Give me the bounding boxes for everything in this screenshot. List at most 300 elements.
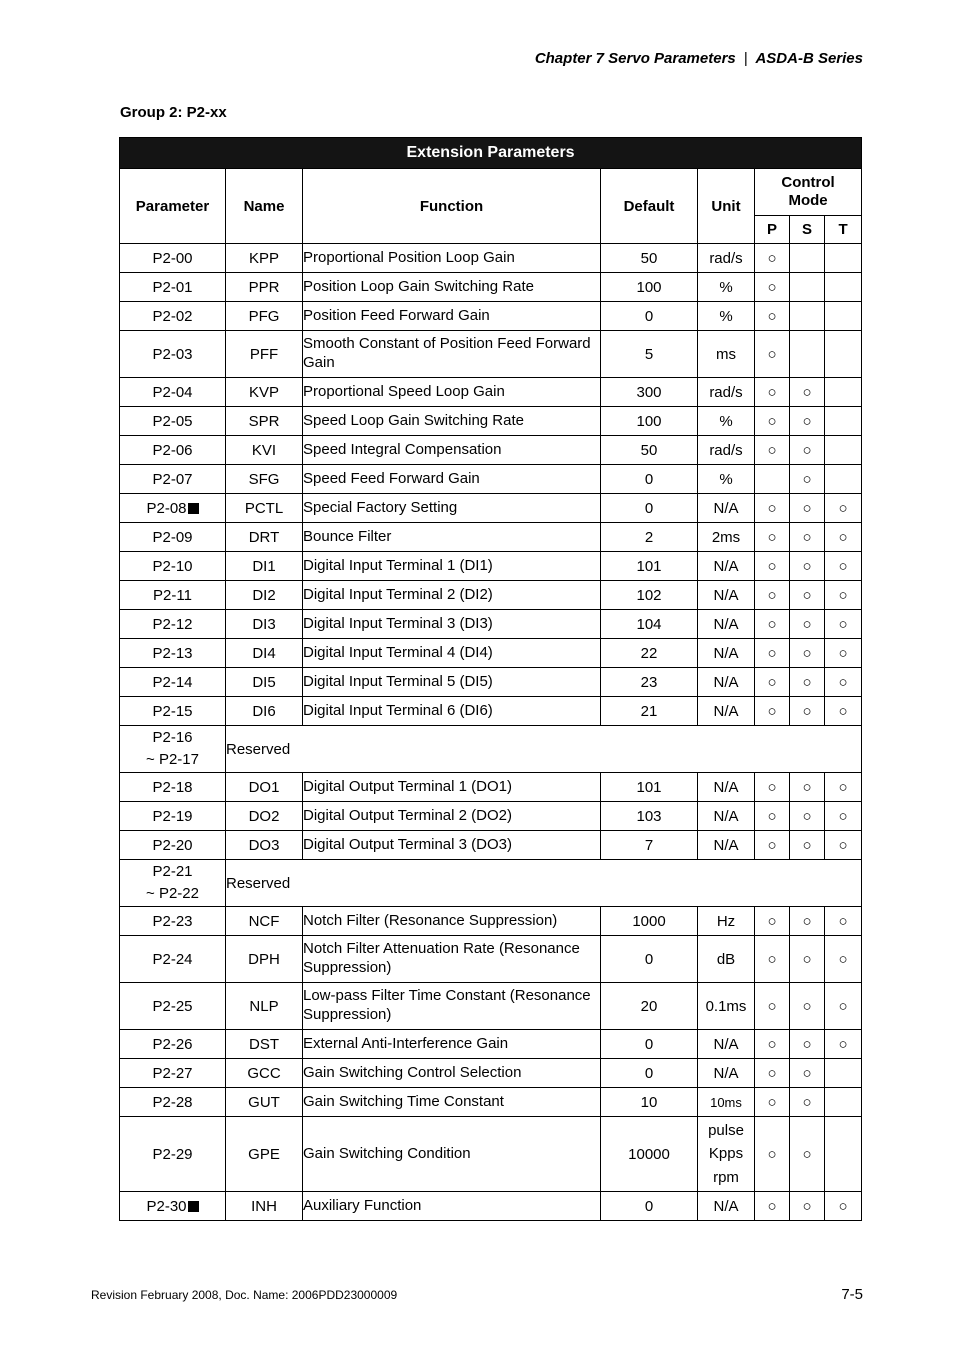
name-cell: DI2 — [226, 581, 303, 610]
param-cell — [120, 831, 226, 860]
name-cell: GCC — [226, 1059, 303, 1088]
function-cell: Gain Switching Control Selection — [303, 1059, 601, 1088]
col-function: Function — [303, 169, 601, 244]
mode-t-cell: ○ — [825, 773, 862, 802]
mode-t-cell: ○ — [825, 936, 862, 983]
mode-t-cell: ○ — [825, 581, 862, 610]
name-cell: DRT — [226, 523, 303, 552]
param-cell — [120, 668, 226, 697]
param-code: P2-30 — [146, 1197, 187, 1215]
name-cell: DI6 — [226, 697, 303, 726]
mode-p-cell: ○ — [755, 1030, 790, 1059]
table-row — [120, 668, 862, 697]
mode-t-cell: ○ — [825, 907, 862, 936]
table-row — [120, 610, 862, 639]
table-row — [120, 802, 862, 831]
col-control-mode: Control Mode — [755, 169, 862, 216]
table-row — [120, 494, 862, 523]
mode-t-cell: ○ — [825, 668, 862, 697]
param-code: P2-01 — [152, 278, 193, 296]
col-p: P — [755, 216, 790, 244]
mode-t-cell: ○ — [825, 639, 862, 668]
function-cell: Special Factory Setting — [303, 494, 601, 523]
default-cell: 0 — [601, 494, 698, 523]
unit-cell: % — [698, 273, 755, 302]
unit-cell: N/A — [698, 1059, 755, 1088]
default-cell: 10000 — [601, 1117, 698, 1192]
param-cell — [120, 1117, 226, 1192]
mode-s-cell: ○ — [790, 1117, 825, 1192]
param-code: P2-28 — [152, 1093, 193, 1111]
param-cell — [120, 1192, 226, 1221]
unit-cell: 2ms — [698, 523, 755, 552]
write-protect-square-icon — [188, 1201, 199, 1212]
mode-p-cell: ○ — [755, 907, 790, 936]
mode-s-cell: ○ — [790, 802, 825, 831]
mode-t-cell — [825, 378, 862, 407]
function-cell: Auxiliary Function — [303, 1192, 601, 1221]
param-cell — [120, 436, 226, 465]
table-row — [120, 465, 862, 494]
unit-cell: N/A — [698, 668, 755, 697]
unit-cell: rad/s — [698, 436, 755, 465]
mode-p-cell: ○ — [755, 802, 790, 831]
mode-p-cell: ○ — [755, 378, 790, 407]
name-cell: SFG — [226, 465, 303, 494]
mode-s-cell: ○ — [790, 1088, 825, 1117]
default-cell: 101 — [601, 773, 698, 802]
table-row — [120, 1059, 862, 1088]
mode-t-cell — [825, 273, 862, 302]
write-protect-square-icon — [188, 503, 199, 514]
default-cell: 23 — [601, 668, 698, 697]
table-row — [120, 407, 862, 436]
mode-p-cell: ○ — [755, 273, 790, 302]
param-cell — [120, 1088, 226, 1117]
function-cell: Notch Filter Attenuation Rate (Resonance Suppression) — [303, 936, 601, 983]
mode-s-cell — [790, 244, 825, 273]
mode-t-cell — [825, 407, 862, 436]
param-cell — [120, 860, 226, 907]
mode-t-cell — [825, 1117, 862, 1192]
mode-s-cell: ○ — [790, 773, 825, 802]
default-cell: 103 — [601, 802, 698, 831]
default-cell: 1000 — [601, 907, 698, 936]
function-cell: Digital Input Terminal 5 (DI5) — [303, 668, 601, 697]
mode-s-cell: ○ — [790, 610, 825, 639]
mode-p-cell: ○ — [755, 1117, 790, 1192]
param-code: P2-00 — [152, 249, 193, 267]
unit-line: pulse — [708, 1122, 744, 1140]
param-cell — [120, 302, 226, 331]
default-cell: 100 — [601, 407, 698, 436]
mode-p-cell: ○ — [755, 436, 790, 465]
default-cell: 20 — [601, 983, 698, 1030]
default-cell: 2 — [601, 523, 698, 552]
unit-cell: N/A — [698, 552, 755, 581]
table-title: Extension Parameters — [120, 138, 862, 169]
name-cell: PPR — [226, 273, 303, 302]
param-code: P2-27 — [152, 1064, 193, 1082]
mode-t-cell — [825, 1088, 862, 1117]
unit-cell: N/A — [698, 1030, 755, 1059]
param-cell — [120, 244, 226, 273]
default-cell: 0 — [601, 465, 698, 494]
function-cell: Digital Input Terminal 6 (DI6) — [303, 697, 601, 726]
mode-t-cell — [825, 436, 862, 465]
name-cell: INH — [226, 1192, 303, 1221]
function-cell: Smooth Constant of Position Feed Forward Gain — [303, 331, 601, 378]
default-cell: 5 — [601, 331, 698, 378]
unit-cell: N/A — [698, 639, 755, 668]
mode-t-cell: ○ — [825, 523, 862, 552]
unit-cell: rad/s — [698, 378, 755, 407]
table-row — [120, 726, 862, 773]
mode-p-cell: ○ — [755, 773, 790, 802]
table-row — [120, 936, 862, 983]
table-row — [120, 773, 862, 802]
mode-t-cell — [825, 465, 862, 494]
function-cell: Digital Input Terminal 2 (DI2) — [303, 581, 601, 610]
param-code: P2-14 — [152, 673, 193, 691]
table-row — [120, 1030, 862, 1059]
function-cell: Gain Switching Time Constant — [303, 1088, 601, 1117]
param-code: P2-08 — [146, 499, 187, 517]
table-row — [120, 436, 862, 465]
function-cell: Bounce Filter — [303, 523, 601, 552]
name-cell: DO3 — [226, 831, 303, 860]
param-cell — [120, 639, 226, 668]
mode-s-cell: ○ — [790, 552, 825, 581]
unit-cell: N/A — [698, 697, 755, 726]
mode-s-cell: ○ — [790, 581, 825, 610]
table-row — [120, 523, 862, 552]
mode-s-cell: ○ — [790, 831, 825, 860]
default-cell: 0 — [601, 936, 698, 983]
name-cell: DI3 — [226, 610, 303, 639]
default-cell: 0 — [601, 1059, 698, 1088]
unit-line: Kpps — [708, 1145, 744, 1163]
function-cell: Proportional Speed Loop Gain — [303, 378, 601, 407]
mode-s-cell: ○ — [790, 668, 825, 697]
mode-p-cell: ○ — [755, 1059, 790, 1088]
name-cell: DI5 — [226, 668, 303, 697]
mode-t-cell: ○ — [825, 494, 862, 523]
table-row — [120, 697, 862, 726]
function-cell: Low-pass Filter Time Constant (Resonance Suppression) — [303, 983, 601, 1030]
mode-s-cell: ○ — [790, 1030, 825, 1059]
param-cell — [120, 697, 226, 726]
param-cell — [120, 378, 226, 407]
function-cell: Speed Feed Forward Gain — [303, 465, 601, 494]
param-code: P2-23 — [152, 912, 193, 930]
function-cell: Digital Output Terminal 2 (DO2) — [303, 802, 601, 831]
col-default: Default — [601, 169, 698, 244]
mode-t-cell — [825, 331, 862, 378]
param-code: P2-15 — [152, 702, 193, 720]
table-row — [120, 581, 862, 610]
param-cell — [120, 494, 226, 523]
unit-cell: N/A — [698, 773, 755, 802]
mode-s-cell: ○ — [790, 407, 825, 436]
name-cell: KVI — [226, 436, 303, 465]
default-cell: 0 — [601, 1192, 698, 1221]
mode-t-cell: ○ — [825, 831, 862, 860]
function-cell: Proportional Position Loop Gain — [303, 244, 601, 273]
mode-p-cell: ○ — [755, 552, 790, 581]
mode-s-cell: ○ — [790, 907, 825, 936]
mode-p-cell: ○ — [755, 831, 790, 860]
param-cell — [120, 552, 226, 581]
mode-p-cell — [755, 465, 790, 494]
mode-p-cell: ○ — [755, 331, 790, 378]
param-code: P2-20 — [152, 836, 193, 854]
param-range-end: ~ P2-22 — [146, 885, 199, 902]
param-cell — [120, 407, 226, 436]
param-cell — [120, 936, 226, 983]
default-cell: 101 — [601, 552, 698, 581]
mode-s-cell: ○ — [790, 378, 825, 407]
mode-p-cell: ○ — [755, 1088, 790, 1117]
param-code: P2-04 — [152, 383, 193, 401]
unit-cell: N/A — [698, 581, 755, 610]
param-cell — [120, 581, 226, 610]
mode-t-cell: ○ — [825, 610, 862, 639]
col-s: S — [790, 216, 825, 244]
group-title: Group 2: P2-xx — [120, 104, 227, 121]
mode-s-cell: ○ — [790, 436, 825, 465]
unit-cell: N/A — [698, 610, 755, 639]
function-cell: Digital Input Terminal 4 (DI4) — [303, 639, 601, 668]
unit-cell: N/A — [698, 494, 755, 523]
unit-line: rpm — [713, 1168, 739, 1186]
param-code: P2-06 — [152, 441, 193, 459]
unit-cell: rad/s — [698, 244, 755, 273]
unit-cell: N/A — [698, 802, 755, 831]
param-range-end: ~ P2-17 — [146, 751, 199, 768]
function-cell: Notch Filter (Resonance Suppression) — [303, 907, 601, 936]
param-code: P2-12 — [152, 615, 193, 633]
mode-p-cell: ○ — [755, 639, 790, 668]
table-row — [120, 983, 862, 1030]
mode-s-cell: ○ — [790, 936, 825, 983]
unit-cell: Hz — [698, 907, 755, 936]
mode-s-cell — [790, 273, 825, 302]
function-cell: Digital Input Terminal 1 (DI1) — [303, 552, 601, 581]
col-parameter: Parameter — [120, 169, 226, 244]
param-range-start: P2-16 — [152, 729, 193, 747]
mode-t-cell: ○ — [825, 1030, 862, 1059]
unit-cell: ms — [698, 331, 755, 378]
name-cell: DI4 — [226, 639, 303, 668]
page-number: 7-5 — [841, 1286, 863, 1303]
name-cell: DPH — [226, 936, 303, 983]
function-cell: Position Feed Forward Gain — [303, 302, 601, 331]
table-row — [120, 331, 862, 378]
mode-s-cell: ○ — [790, 983, 825, 1030]
param-code: P2-25 — [152, 997, 193, 1015]
table-row — [120, 244, 862, 273]
mode-t-cell — [825, 244, 862, 273]
param-cell — [120, 1030, 226, 1059]
default-cell: 300 — [601, 378, 698, 407]
param-cell — [120, 523, 226, 552]
param-cell — [120, 1059, 226, 1088]
unit-cell — [698, 1117, 755, 1192]
param-cell — [120, 610, 226, 639]
param-cell — [120, 983, 226, 1030]
col-t: T — [825, 216, 862, 244]
mode-p-cell: ○ — [755, 581, 790, 610]
default-cell: 50 — [601, 244, 698, 273]
unit-cell: % — [698, 465, 755, 494]
unit-cell: N/A — [698, 1192, 755, 1221]
col-unit: Unit — [698, 169, 755, 244]
mode-s-cell: ○ — [790, 494, 825, 523]
mode-s-cell: ○ — [790, 523, 825, 552]
name-cell: GPE — [226, 1117, 303, 1192]
table-body — [120, 244, 862, 1221]
name-cell: KVP — [226, 378, 303, 407]
name-cell: DO1 — [226, 773, 303, 802]
mode-p-cell: ○ — [755, 1192, 790, 1221]
mode-s-cell: ○ — [790, 465, 825, 494]
param-code: P2-13 — [152, 644, 193, 662]
table-row — [120, 860, 862, 907]
name-cell: GUT — [226, 1088, 303, 1117]
table-row — [120, 1117, 862, 1192]
param-cell — [120, 273, 226, 302]
reserved-cell: Reserved — [226, 726, 862, 773]
mode-t-cell: ○ — [825, 697, 862, 726]
mode-p-cell: ○ — [755, 407, 790, 436]
default-cell: 21 — [601, 697, 698, 726]
function-cell: Digital Output Terminal 3 (DO3) — [303, 831, 601, 860]
function-cell: Speed Integral Compensation — [303, 436, 601, 465]
header-separator: | — [743, 50, 748, 67]
mode-s-cell: ○ — [790, 639, 825, 668]
table-row — [120, 639, 862, 668]
unit-cell: dB — [698, 936, 755, 983]
param-code: P2-26 — [152, 1035, 193, 1053]
unit-cell: 0.1ms — [698, 983, 755, 1030]
function-cell: External Anti-Interference Gain — [303, 1030, 601, 1059]
param-code: P2-18 — [152, 778, 193, 796]
param-code: P2-24 — [152, 950, 193, 968]
default-cell: 7 — [601, 831, 698, 860]
reserved-cell: Reserved — [226, 860, 862, 907]
param-cell — [120, 773, 226, 802]
default-cell: 0 — [601, 1030, 698, 1059]
table-row — [120, 831, 862, 860]
mode-t-cell: ○ — [825, 983, 862, 1030]
name-cell: KPP — [226, 244, 303, 273]
name-cell: DO2 — [226, 802, 303, 831]
param-code: P2-10 — [152, 557, 193, 575]
col-name: Name — [226, 169, 303, 244]
mode-p-cell: ○ — [755, 610, 790, 639]
mode-p-cell: ○ — [755, 936, 790, 983]
name-cell: DST — [226, 1030, 303, 1059]
mode-p-cell: ○ — [755, 668, 790, 697]
table-row — [120, 273, 862, 302]
table-row — [120, 378, 862, 407]
param-cell — [120, 907, 226, 936]
param-cell — [120, 331, 226, 378]
mode-s-cell: ○ — [790, 1059, 825, 1088]
function-cell: Digital Output Terminal 1 (DO1) — [303, 773, 601, 802]
name-cell: DI1 — [226, 552, 303, 581]
param-code: P2-11 — [153, 586, 192, 604]
mode-t-cell: ○ — [825, 1192, 862, 1221]
mode-s-cell: ○ — [790, 1192, 825, 1221]
function-cell: Gain Switching Condition — [303, 1117, 601, 1192]
function-cell: Speed Loop Gain Switching Rate — [303, 407, 601, 436]
footer-revision: Revision February 2008, Doc. Name: 2006PDD23000009 — [91, 1288, 398, 1302]
default-cell: 104 — [601, 610, 698, 639]
param-range-start: P2-21 — [152, 863, 193, 881]
name-cell: PFF — [226, 331, 303, 378]
name-cell: NLP — [226, 983, 303, 1030]
default-cell: 50 — [601, 436, 698, 465]
mode-p-cell: ○ — [755, 302, 790, 331]
mode-p-cell: ○ — [755, 983, 790, 1030]
default-cell: 102 — [601, 581, 698, 610]
unit-cell: % — [698, 302, 755, 331]
param-cell — [120, 802, 226, 831]
param-code: P2-07 — [152, 470, 193, 488]
series-title: ASDA-B Series — [755, 50, 863, 67]
unit-cell: N/A — [698, 831, 755, 860]
name-cell: PCTL — [226, 494, 303, 523]
param-code: P2-02 — [152, 307, 193, 325]
default-cell: 0 — [601, 302, 698, 331]
mode-t-cell: ○ — [825, 552, 862, 581]
function-cell: Position Loop Gain Switching Rate — [303, 273, 601, 302]
unit-cell: 10ms — [698, 1088, 755, 1117]
mode-s-cell: ○ — [790, 697, 825, 726]
table-row — [120, 907, 862, 936]
param-cell — [120, 726, 226, 773]
default-cell: 10 — [601, 1088, 698, 1117]
function-cell: Digital Input Terminal 3 (DI3) — [303, 610, 601, 639]
table-row — [120, 552, 862, 581]
default-cell: 100 — [601, 273, 698, 302]
mode-p-cell: ○ — [755, 244, 790, 273]
param-code: P2-03 — [152, 345, 193, 363]
mode-p-cell: ○ — [755, 494, 790, 523]
table-row — [120, 1088, 862, 1117]
mode-t-cell — [825, 1059, 862, 1088]
page-header — [535, 50, 863, 67]
name-cell: NCF — [226, 907, 303, 936]
param-code: P2-05 — [152, 412, 193, 430]
mode-t-cell: ○ — [825, 802, 862, 831]
mode-p-cell: ○ — [755, 523, 790, 552]
table-row — [120, 302, 862, 331]
chapter-title: Chapter 7 Servo Parameters — [534, 50, 736, 67]
mode-s-cell — [790, 302, 825, 331]
mode-t-cell — [825, 302, 862, 331]
table-row — [120, 1192, 862, 1221]
extension-parameters-table — [119, 137, 862, 1221]
name-cell: SPR — [226, 407, 303, 436]
name-cell: PFG — [226, 302, 303, 331]
param-code: P2-29 — [152, 1145, 193, 1163]
param-code: P2-09 — [152, 528, 193, 546]
unit-cell: % — [698, 407, 755, 436]
default-cell: 22 — [601, 639, 698, 668]
